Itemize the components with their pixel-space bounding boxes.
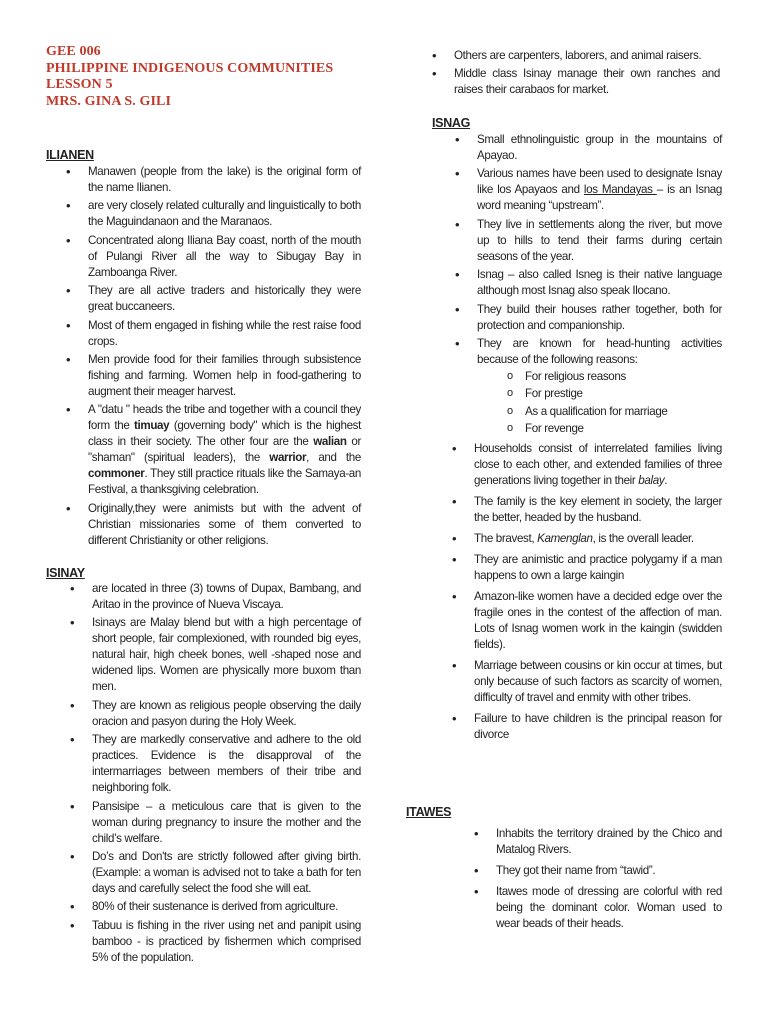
list-item: • Itawes mode of dressing are colorful with red being the dominant color. Woman used to wear beads of their heads. [496, 884, 722, 932]
term-los-mandayas: los Mandayas [583, 183, 657, 197]
list-item: • Marriage between cousins or kin occur at times, but only because of such factors as scarcity of women, difficulty of travel and enmity with other tribes. [474, 658, 722, 706]
list-item: • Households consist of interrelated families living close to each other, and extended families of three generations living together in their balay. [474, 441, 722, 489]
term-timuay: timuay [133, 419, 170, 433]
list-item: • The family is the key element in society, the larger the better, headed by the husband. [474, 494, 722, 526]
lesson-number: LESSON 5 [46, 77, 113, 92]
term-warrior: warrior [269, 451, 307, 465]
list-item: • They live in settlements along the river, but move up to hills to tend their farms during certain seasons of the year. [477, 217, 722, 265]
list-item: • A "datu " heads the tribe and together with a council they form the timuay (governing body" which is the highest class in their society. The other four are the walian or "shaman" (spiritual leaders), the warrior, and the commoner. They still practice rituals like the Samaya-an Festival, a thanksgiving celebration. [88, 402, 361, 498]
list-item: • Inhabits the territory drained by the Chico and Matalog Rivers. [496, 826, 722, 858]
list-item: • Do’s and Don'ts are strictly followed after giving birth. (Example: a woman is advised not to take a bath for ten days and carefully select the food she will eat. [92, 849, 361, 897]
section-title-ilianen: ILIANEN [46, 148, 94, 162]
list-item: • Isinays are Malay blend but with a high percentage of short people, fair complexioned, with rounded big eyes, natural hair, high cheek bones, well -shaped nose and widened lips. Women are physically more buxom than men. [92, 615, 361, 695]
list-item: • They are known for head-hunting activities because of the following reasons: o For religious reasons o For prestige o As a qualification for marriage o For revenge [477, 336, 722, 438]
sub-list-item: o For revenge [477, 420, 722, 438]
isinay-list [92, 581, 361, 968]
course-code: GEE 006 [46, 44, 101, 59]
list-item: • They build their houses rather together, both for protection and companionship. [477, 302, 722, 334]
section-title-isinay: ISINAY [46, 566, 85, 580]
teacher-name: MRS. GINA S. GILI [46, 93, 172, 109]
ilianen-list [88, 164, 361, 551]
document-header [46, 44, 333, 110]
list-item: • Middle class Isinay manage their own ranches and raises their carabaos for market. [454, 66, 720, 98]
list-item: • 80% of their sustenance is derived from agriculture. [92, 899, 361, 915]
term-kamenglan: Kamenglan [537, 532, 593, 545]
list-item: • They got their name from “tawid”. [496, 863, 722, 879]
sub-list-item: o For religious reasons [477, 368, 722, 386]
reasons-list [477, 368, 722, 438]
isinay-list-continued [454, 48, 720, 101]
list-item: • They are markedly conservative and adhere to the old practices. Evidence is the disapproval of the intermarriages between members of their tribe and neighboring folk. [92, 732, 361, 796]
list-item: • are very closely related culturally and linguistically to both the Maguindanaon and the Maranaos. [88, 198, 361, 230]
list-item: • are located in three (3) towns of Dupax, Bambang, and Aritao in the province of Nueva Viscaya. [92, 581, 361, 613]
list-item: • Tabuu is fishing in the river using net and panipit using bamboo - is practiced by fishermen which comprised 5% of the population. [92, 918, 361, 966]
list-item: • Isnag – also called Isneg is their native language although most Isnag also speak Ilocano. [477, 267, 722, 299]
itawes-list [496, 826, 722, 934]
list-item: • Small ethnolinguistic group in the mountains of Apayao. [477, 132, 722, 164]
list-item: • They are all active traders and historically they were great buccaneers. [88, 283, 361, 315]
sub-list-item: o As a qualification for marriage [477, 403, 722, 421]
list-item: • Most of them engaged in fishing while the rest raise food crops. [88, 318, 361, 350]
list-item: • They are animistic and practice polygamy if a man happens to own a large kaingin [474, 552, 722, 584]
section-title-itawes: ITAWES [406, 805, 452, 819]
list-item: • Others are carpenters, laborers, and animal raisers. [454, 48, 720, 64]
isnag-list-2 [474, 441, 722, 745]
isnag-list [477, 132, 722, 440]
list-item: • Concentrated along Iliana Bay coast, north of the mouth of Pulangi River all the way to Sibugay Bay in Zamboanga River. [88, 233, 361, 281]
term-balay: balay [638, 474, 665, 487]
list-item: • They are known as religious people observing the daily oracion and pasyon during the Holy Week. [92, 698, 361, 730]
term-commoner: commoner [88, 467, 145, 481]
list-item: • Amazon-like women have a decided edge over the fragile ones in the contest of the affection of man. Lots of Isnag women work in the kaingin (swidden fields). [474, 589, 722, 653]
list-item: • Manawen (people from the lake) is the original form of the name Ilianen. [88, 164, 361, 196]
list-item: • Men provide food for their families through subsistence fishing and farming. Women help in food-gathering to augment their meager harvest. [88, 352, 361, 400]
list-item: • Failure to have children is the principal reason for divorce [474, 711, 722, 743]
section-title-isnag: ISNAG [432, 116, 471, 130]
course-title: PHILIPPINE INDIGENOUS COMMUNITIES [46, 60, 334, 76]
list-item: • Pansisipe – a meticulous care that is given to the woman during pregnancy to insure the mother and the child’s welfare. [92, 799, 361, 847]
sub-list-item: o For prestige [477, 385, 722, 403]
list-item: • Originally,they were animists but with the advent of Christian missionaries some of them converted to different Christianity or other religions. [88, 501, 361, 549]
list-item: • The bravest, Kamenglan, is the overall leader. [474, 531, 722, 547]
list-item: • Various names have been used to designate Isnay like los Apayaos and los Mandayas – is an Isnag word meaning “upstream”. [477, 166, 722, 214]
term-walian: walian [313, 435, 347, 449]
